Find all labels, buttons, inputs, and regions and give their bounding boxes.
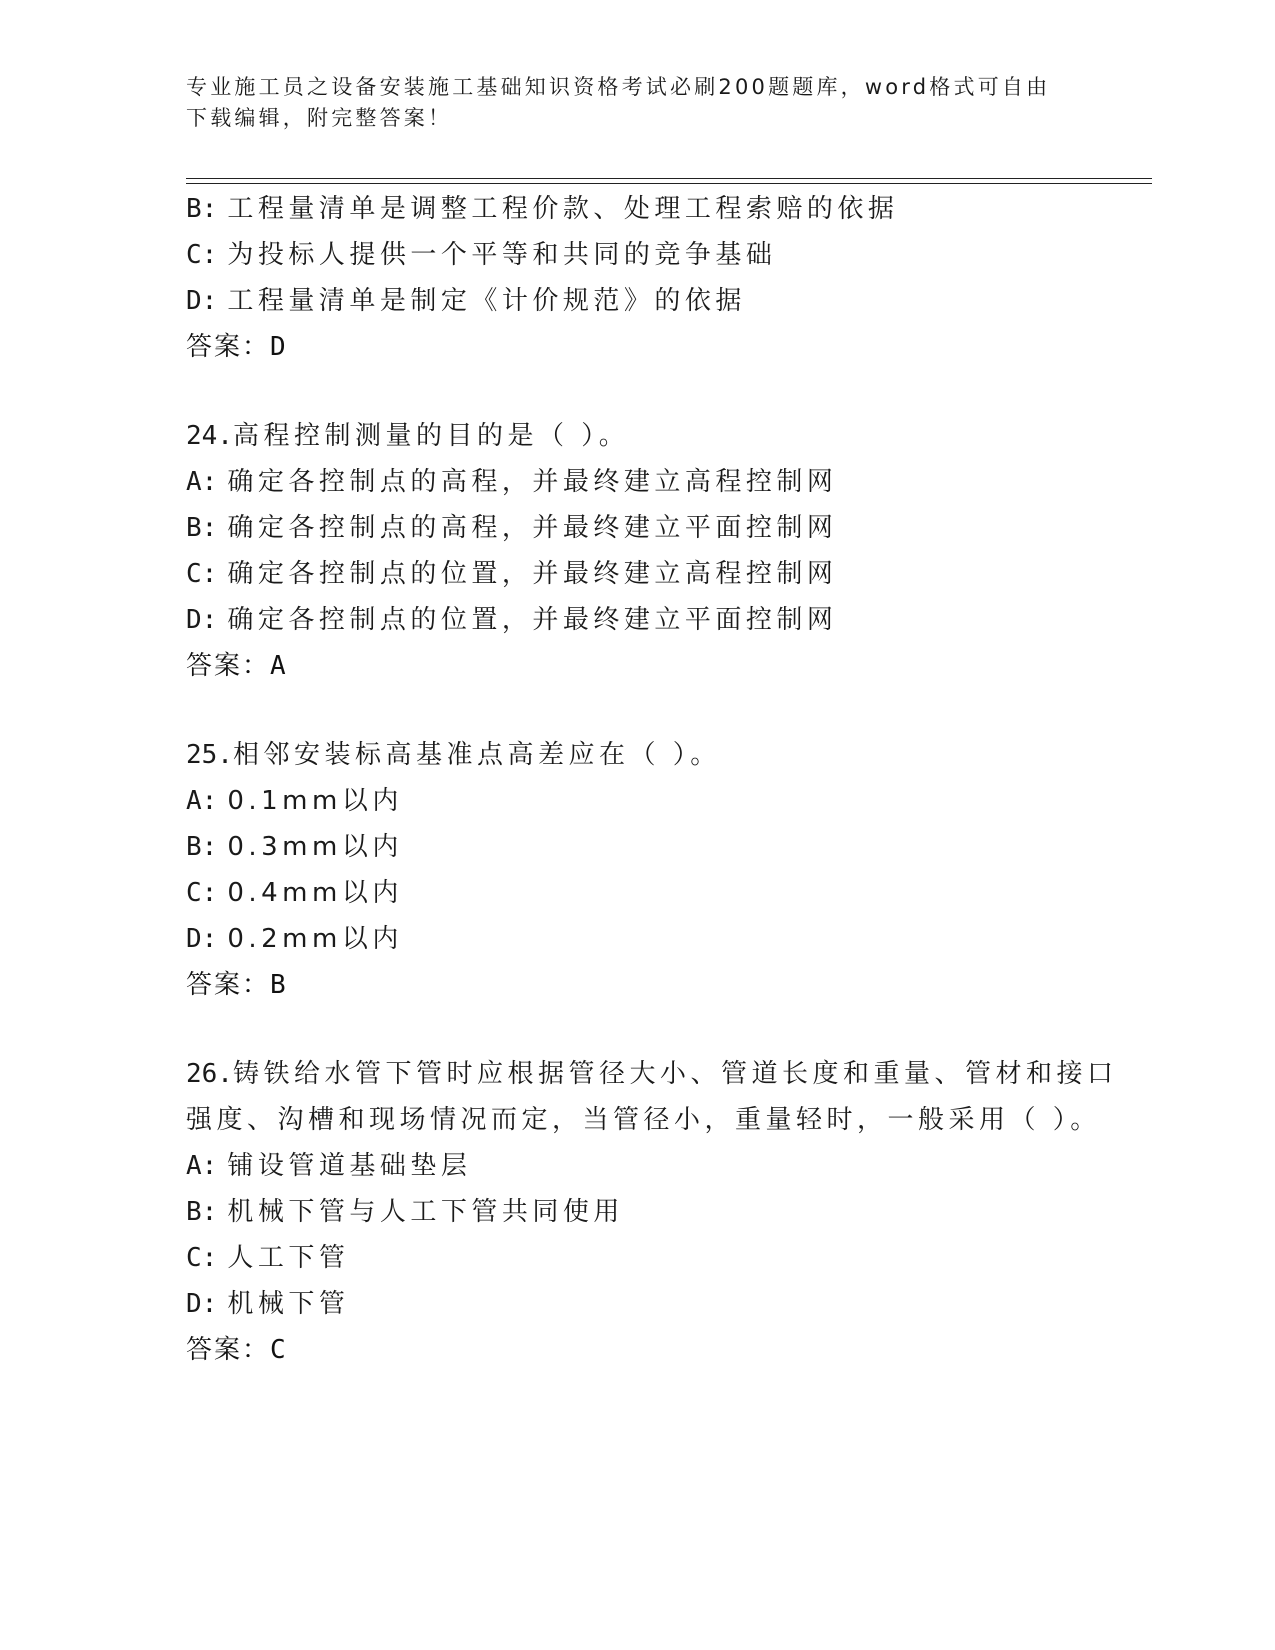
question-list [186, 186, 1146, 1373]
option-d [186, 278, 1146, 324]
question-24 [186, 413, 1146, 689]
option-c [186, 1235, 1146, 1281]
spacer [186, 1008, 1146, 1051]
question-text: 相邻安装标高基准点高差应在（ ）。 [232, 740, 721, 770]
option-label: C: [186, 878, 218, 908]
header-divider-top [186, 178, 1152, 179]
option-label: C: [186, 559, 218, 589]
header-divider-bottom [186, 183, 1152, 184]
question-stem-continued [186, 1097, 1146, 1143]
option-text: 人工下管 [227, 1243, 350, 1273]
question-25 [186, 732, 1146, 1008]
question-number: 24. [186, 421, 233, 451]
option-b [186, 505, 1146, 551]
option-label: A: [186, 786, 218, 816]
answer-value: A [270, 651, 286, 681]
option-b [186, 186, 1146, 232]
option-b [186, 824, 1146, 870]
option-text: 0.3mm以内 [227, 832, 403, 862]
question-stem [186, 413, 1146, 459]
option-text: 机械下管与人工下管共同使用 [227, 1197, 624, 1227]
answer-label: 答案： [186, 651, 271, 681]
question-number: 26. [186, 1059, 233, 1089]
option-label: D: [186, 924, 218, 954]
option-label: C: [186, 240, 218, 270]
answer-line [186, 1327, 1146, 1373]
option-text: 0.2mm以内 [227, 924, 403, 954]
option-label: B: [186, 1197, 218, 1227]
answer-line [186, 643, 1146, 689]
option-text: 确定各控制点的位置，并最终建立高程控制网 [227, 559, 838, 589]
question-26 [186, 1051, 1146, 1373]
option-d [186, 1281, 1146, 1327]
option-label: D: [186, 286, 218, 316]
option-text: 机械下管 [227, 1289, 350, 1319]
spacer [186, 370, 1146, 413]
option-c [186, 232, 1146, 278]
question-text: 铸铁给水管下管时应根据管径大小、管道长度和重量、管材和接口 [232, 1059, 1118, 1089]
option-a [186, 778, 1146, 824]
option-c [186, 551, 1146, 597]
option-text: 铺设管道基础垫层 [227, 1151, 472, 1181]
spacer [186, 689, 1146, 732]
answer-value: C [270, 1335, 286, 1365]
question-text: 高程控制测量的目的是（ ）。 [232, 421, 630, 451]
answer-line [186, 962, 1146, 1008]
option-text: 确定各控制点的高程，并最终建立高程控制网 [227, 467, 838, 497]
answer-label: 答案： [186, 970, 271, 1000]
option-d [186, 597, 1146, 643]
option-b [186, 1189, 1146, 1235]
option-text: 0.1mm以内 [227, 786, 403, 816]
option-text: 确定各控制点的高程，并最终建立平面控制网 [227, 513, 838, 543]
option-label: B: [186, 194, 218, 224]
question-number: 25. [186, 740, 233, 770]
option-label: C: [186, 1243, 218, 1273]
option-label: D: [186, 605, 218, 635]
option-label: D: [186, 1289, 218, 1319]
answer-label: 答案： [186, 1335, 271, 1365]
option-label: B: [186, 513, 218, 543]
option-label: A: [186, 467, 218, 497]
answer-value: B [270, 970, 286, 1000]
option-text: 确定各控制点的位置，并最终建立平面控制网 [227, 605, 838, 635]
answer-label: 答案： [186, 332, 271, 362]
question-stem [186, 1051, 1146, 1097]
question-text: 强度、沟槽和现场情况而定，当管径小，重量轻时，一般采用（ ）。 [186, 1105, 1101, 1135]
option-label: A: [186, 1151, 218, 1181]
option-label: B: [186, 832, 218, 862]
option-d [186, 916, 1146, 962]
option-a [186, 459, 1146, 505]
option-a [186, 1143, 1146, 1189]
option-text: 为投标人提供一个平等和共同的竞争基础 [227, 240, 777, 270]
option-text: 0.4mm以内 [227, 878, 403, 908]
answer-line [186, 324, 1146, 370]
answer-value: D [270, 332, 286, 362]
option-text: 工程量清单是调整工程价款、处理工程索赔的依据 [227, 194, 899, 224]
continued-question [186, 186, 1146, 370]
option-c [186, 870, 1146, 916]
option-text: 工程量清单是制定《计价规范》的依据 [227, 286, 746, 316]
question-stem [186, 732, 1146, 778]
document-intro: 专业施工员之设备安装施工基础知识资格考试必刷200题题库，word格式可自由下载编辑，附完整答案！ [186, 75, 1051, 130]
